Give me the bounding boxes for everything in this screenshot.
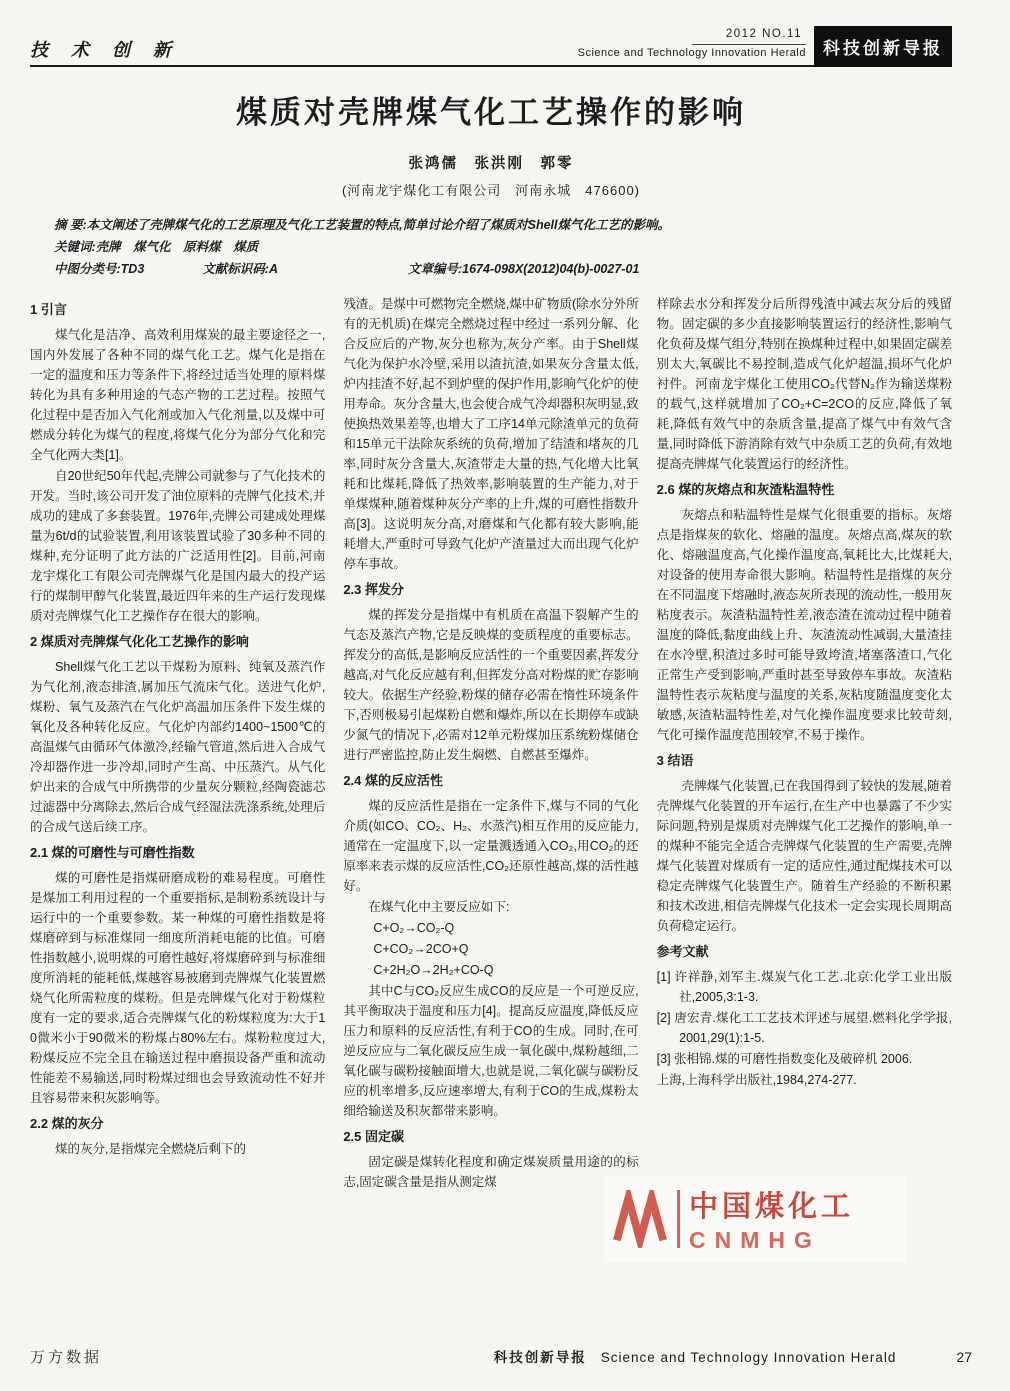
formula-line: C+CO₂→2CO+Q: [373, 941, 469, 956]
classification-line: [54, 259, 944, 281]
body-paragraph: Shell煤气化工艺以干煤粉为原料、纯氧及蒸汽作为气化剂,液态排渣,属加压气流床气化。送进气化炉,煤粉、氧气及蒸汽在气化炉高温加压条件下发生煤的氧化及各种转化反应。气化炉内部约1400~1500℃的高温煤气由循环气体激冷,经输气管道,然后进入合成气冷却器作进一步冷却,同时产生高、中压蒸汽。从气化炉出来的合成气中所携带的少量灰分颗粒,经陶瓷滤芯过滤器中分离除去,然后合成气经湿法洗涤系统,处理后的合成气送后续工序。: [30, 659, 326, 834]
journal-name-en: Science and Technology Innovation Herald: [577, 47, 806, 60]
body-column-2: [343, 294, 638, 1192]
section-heading: 3 结语: [656, 753, 694, 769]
section-heading: 2.6 煤的灰熔点和灰渣粘温特性: [656, 482, 835, 498]
section-heading: 2.3 挥发分: [343, 582, 405, 598]
clc-number: 中图分类号:TD3: [54, 261, 145, 276]
journal-name-badge: 科技创新导报: [814, 26, 952, 67]
body-paragraph: 固定碳是煤转化程度和确定煤炭质量用途的的标志,固定碳含量是指从测定煤: [343, 1154, 639, 1189]
wanfang-mark: 万方数据: [30, 1349, 103, 1366]
article-body: [30, 294, 952, 1192]
body-paragraph: 煤的可磨性是指煤研磨成粉的难易程度。可磨性是煤加工利用过程的一个重要指标,是制粉系统设计与运行中的一个重要参数。某一种煤的可磨性指数是将煤磨碎到与标准煤同一细度所消耗电能的比值。可磨性指数越小,说明煤的可磨性越好,将煤磨碎到与标准细度所消耗的能耗低,煤越容易被磨到壳牌煤气化装置燃烧气化所需粒度的煤粉。但是壳牌煤气化对于粉煤粒度有一定的要求,适合壳牌煤气化的粉煤粒度为:大于10微米小于90微米的粉煤占80%左右。煤粉粒度过大,粉煤反应不完全且在输送过程中磨损设备严重和流动性能差不易输送,同时粉煤过细也会导致流动性不好并且容易带来积灰影响等。: [30, 870, 326, 1105]
reference-item: [3] 张相锦.煤的可磨性指数变化及破碎机 2006.: [656, 1051, 913, 1066]
formula-line: C+O₂→CO₂-Q: [373, 920, 455, 935]
footer-journal-en: Science and Technology Innovation Herald: [600, 1350, 897, 1365]
keywords-line: [54, 237, 944, 259]
watermark-text-cn: 中国煤化工: [689, 1191, 855, 1223]
page-number: 27: [956, 1349, 972, 1365]
section-heading: 2.5 固定碳: [343, 1128, 405, 1144]
page-header: [30, 26, 952, 67]
article-id: 文章编号:1674-098X(2012)04(b)-0027-01: [407, 261, 640, 276]
article-meta: [54, 215, 944, 281]
cnmhg-logo-icon: [610, 1190, 668, 1248]
issue-number: 2012 NO.11: [692, 26, 806, 45]
article-authors: 张鸿儒 张洪刚 郭零: [408, 155, 574, 172]
article-title: 煤质对壳牌煤气化工艺操作的影响: [236, 94, 746, 130]
abstract-text: 本文阐述了壳牌煤气化的工艺原理及气化工艺装置的特点,简单讨论介绍了煤质对Shell煤气化工艺的影响。: [86, 217, 670, 232]
body-paragraph: 煤的灰分,是指煤完全燃烧后剩下的: [55, 1141, 246, 1156]
watermark-text-en: CNMHG: [689, 1227, 821, 1253]
body-paragraph: 煤的反应活性是指在一定条件下,煤与不同的气化介质(如CO、CO₂、H₂、水蒸汽)相互作用的反应能力,通常在一定温度下,以一定量溅透通入CO₂,用CO₂的还原率来表示煤的反应活性,CO₂还原性越高,煤的活性越好。: [343, 798, 639, 893]
reference-item: [2] 唐宏青.煤化工工艺技术评述与展望.燃料化学学报,2001,29(1):1-5.: [656, 1010, 952, 1045]
cnmhg-watermark: [604, 1176, 906, 1262]
body-column-1: [30, 294, 325, 1192]
body-paragraph-continued: 残渣。是煤中可燃物完全燃烧,煤中矿物质(除水分外所有的无机质)在煤完全燃烧过程中经过一系列分解、化合反应后的产物,灰分也称为,灰分产率。由于Shell煤气化为保护水冷壁,采用以渣抗渣,如果灰分含量太低,炉内挂渣不好,起不到炉壁的保护作用,影响气化炉的使用寿命。灰分含量大,也会使合成气冷却器积灰明显,致使换热效果差等,也增大了工序14单元除渣单元的负荷和15单元干法除灰系统的负荷,增加了结渣和堵灰的几率,同时灰分含量大,灰渣带走大量的热,气化增大比氧耗和比煤耗,降低了热效率,影响装置的生产能力,对于单煤煤种,随着煤种灰分产率的上升,煤的可磨性指数升高[3]。这说明灰分高,对磨煤和气化都有较大影响,能耗增大,严重时可导致气化炉产渣量过大而出现气化炉停车事故。: [343, 297, 639, 572]
watermark-text: [689, 1184, 854, 1254]
body-paragraph-continued: 样除去水分和挥发分后所得残渣中减去灰分后的残留物。固定碳的多少直接影响装置运行的经济性,影响气化负荷及煤气组分,特别在换煤种过程中,如果固定碳差别太大,氧碳比不易控制,造成气化炉超温,损坏气化炉衬件。河南龙宇煤化工使用CO₂代替N₂作为输送煤粉的载气,这样就增加了CO₂+C=2CO的反应,降低了氧耗,降低有效气中的杂质含量,提高了煤气中有效气含量,同时降低下游消除有效气中杂质工艺的负荷,有效地提高壳牌煤气化装置运行的经济性。: [656, 297, 952, 472]
section-heading: 2.1 煤的可磨性与可磨性指数: [30, 844, 195, 860]
header-rule: [30, 26, 814, 67]
body-paragraph: 煤气化是洁净、高效利用煤炭的最主要途径之一,国内外发展了各种不同的煤气化工艺。煤气化是指在一定的温度和压力等条件下,将经过适当处理的原料煤转化为具有多种用途的气态产物的工艺过程。按照气化过程中是否加入气化剂或加入气化剂量,以及煤中可燃成分转化为煤气的程度,将煤气化分为部分气化和完全气化两大类[1]。: [30, 328, 326, 463]
article-affiliation: (河南龙宇煤化工有限公司 河南永城 476600): [341, 182, 641, 198]
column-section-label: 技 术 创 新: [30, 39, 181, 60]
issue-block: [578, 26, 814, 62]
reference-item: 上海,上海科学出版社,1984,274-277.: [656, 1072, 857, 1087]
body-paragraph: 煤的挥发分是指煤中有机质在高温下裂解产生的气态及蒸汽产物,它是反映煤的变质程度的重要标志。挥发分的高低,是影响反应活性的一个重要因素,挥发分越高,对气化反应越有利,但挥发分高对粉煤的贮存影响较大。依据生产经验,粉煤的储存必需在惰性环境条件下,否则极易引起煤粉自燃和爆炸,所以在长期停车或缺少氮气的情况下,必需对12单元粉煤加压系统粉煤储仓进行严密监控,防止发生焖燃、自燃甚至爆炸。: [343, 608, 639, 763]
body-paragraph: 其中C与CO₂反应生成CO的反应是一个可逆反应,其平衡取决于温度和压力[4]。提高反应温度,降低反应压力和原料的反应活性,有利于CO的生成。同时,在可逆反应应与二氧化碳反应生成一氧化碳中,煤粉越细,二氧化碳与碳粉接触面增大,也就是说,二氧化碳与碳粉反应的机率增多,反应速率增大,有利于CO的生成,煤粉太细给输送及积灰都带来影响。: [343, 983, 639, 1118]
body-paragraph: 自20世纪50年代起,壳牌公司就参与了气化技术的开发。当时,该公司开发了油位原料的壳牌气化技术,并成功的建成了多套装置。1976年,壳牌公司建成处理煤量为6t/d的试验装置,利用该装置试验了30多种不同的煤种,充分证明了此方法的广泛适用性[2]。目前,河南龙宇煤化工有限公司壳牌煤气化是国内最大的投产运行的煤制甲醇气化装置,最近四年来的生产运行发现煤质对壳牌煤气化工艺操作存在很大的影响。: [30, 469, 326, 624]
section-heading: 2 煤质对壳牌煤气化化工艺操作的影响: [30, 634, 249, 650]
section-heading: 参考文献: [656, 943, 709, 959]
body-paragraph: 灰熔点和粘温特性是煤气化很重要的指标。灰熔点是指煤灰的软化、熔融的温度。灰熔点高,煤灰的软化、熔融温度高,气化操作温度高,氧耗比大,比煤耗大,对设备的使用寿命很大影响。粘温特性是指煤的灰分在不同温度下熔融时,液态灰所表现的流动性,一般用灰粘度表示。灰渣粘温特性差,液态渣在流动过程中随着温度的降低,黏度曲线上升、灰渣流动性减弱,大量渣挂在水冷壁,积渣过多时可能导致垮渣,堵塞落渣口,气化正常生产受到影响,严重时甚至导致停车事故。灰渣粘温特性表示灰粘度与温度的关系,灰粘度随温度变化太敏感,灰渣粘温特性差,对气化操作温度要求比较苛刻,气化可操作温度范围较窄,不易于操作。: [656, 508, 952, 743]
formula-line: C+2H₂O→2H₂+CO-Q: [373, 962, 494, 977]
watermark-divider: [677, 1190, 680, 1248]
keywords-text: 壳牌 煤气化 原料煤 煤质: [95, 239, 259, 254]
abstract-label: 摘 要:: [54, 217, 87, 232]
document-code: 文献标识码:A: [202, 261, 278, 276]
reference-item: [1] 许祥静,刘军主.煤炭气化工艺.北京:化学工业出版社,2005,3:1-3.: [656, 969, 952, 1004]
footer-journal-cn: 科技创新导报: [493, 1350, 587, 1365]
keywords-label: 关键词:: [54, 239, 96, 254]
page-footer: [30, 1346, 972, 1367]
abstract-line: [54, 215, 944, 237]
footer-journal-group: [494, 1346, 972, 1366]
section-heading: 2.2 煤的灰分: [30, 1115, 104, 1131]
section-heading: 2.4 煤的反应活性: [343, 773, 444, 789]
section-heading: 1 引言: [30, 302, 67, 318]
body-paragraph: 在煤气化中主要反应如下:: [368, 899, 510, 914]
body-paragraph: 壳牌煤气化装置,已在我国得到了较快的发展,随着壳牌煤气化装置的开车运行,在生产中也暴露了不少实际问题,特别是煤质对壳牌煤气化工艺操作的影响,单一的煤种不能完全适合壳牌煤气化装置的生产需要,壳牌煤气化装置对煤质有一定的适应性,通过配煤技术可以稳定壳牌煤气化装置生产。随着生产经验的不断积累和技术改进,相信壳牌煤气化技术一定会实现长周期高负荷稳定运行。: [656, 778, 952, 933]
body-column-3: [657, 294, 952, 1192]
